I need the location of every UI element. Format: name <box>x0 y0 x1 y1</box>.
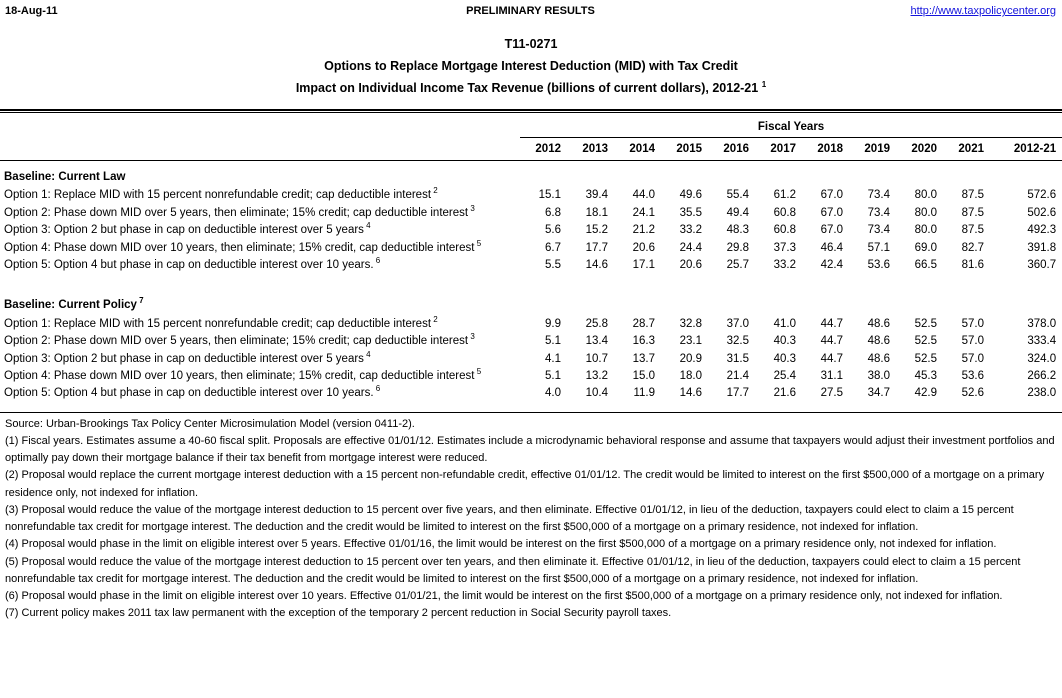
footnote-6: (6) Proposal would phase in the limit on eligible interest over 10 years. Effective 01/01/21, the limit would be interest on the first $500,000 of a mortgage on a primary residence only, not indexed for inflation. <box>5 589 1003 602</box>
year-column-header: 2015 <box>661 138 708 161</box>
value-cell: 80.0 <box>914 189 937 202</box>
option-label-text: Option 1: Replace MID with 15 percent nonrefundable credit; cap deductible interest <box>4 317 432 330</box>
value-cell: 44.7 <box>820 317 843 330</box>
table-number: T11-0271 <box>504 37 558 51</box>
option-row <box>0 333 1062 350</box>
value-cell: 572.6 <box>1027 189 1057 202</box>
value-cell: 33.2 <box>773 259 796 272</box>
value-cell: 73.4 <box>867 189 890 202</box>
option-label <box>0 205 520 222</box>
value-cell: 33.2 <box>679 224 702 237</box>
value-cell: 18.1 <box>585 206 608 219</box>
value-cell: 10.7 <box>585 352 608 365</box>
revenue-table <box>0 113 1062 403</box>
value-cell: 52.5 <box>914 335 937 348</box>
value-cell: 23.1 <box>679 335 702 348</box>
section-header-row <box>0 161 1062 188</box>
option-footnote-ref: 2 <box>431 315 438 325</box>
section-title <box>0 289 1062 315</box>
value-cell: 13.4 <box>585 335 608 348</box>
value-cell: 38.0 <box>867 370 890 383</box>
option-label <box>0 385 520 402</box>
value-cell: 73.4 <box>867 224 890 237</box>
value-cell: 69.0 <box>914 241 937 254</box>
table-body <box>0 161 1062 403</box>
taxpolicycenter-link[interactable]: http://www.taxpolicycenter.org <box>910 5 1056 17</box>
value-cell: 5.1 <box>545 370 561 383</box>
value-cell: 14.6 <box>585 259 608 272</box>
value-cell: 41.0 <box>773 317 796 330</box>
value-cell: 28.7 <box>632 317 655 330</box>
value-cell: 57.1 <box>867 241 890 254</box>
value-cell: 31.1 <box>820 370 843 383</box>
footnote-1: (1) Fiscal years. Estimates assume a 40-60 fiscal split. Proposals are effective 01/01/12. Estimates include a microdynamic behavioral response and assume that taxpayers would adjust their investment portfolios and optimally pay down their mortgage balance if their tax benefit from mortgage interest were reduced. <box>5 435 1055 465</box>
source-note: Source: Urban-Brookings Tax Policy Center Microsimulation Model (version 0411-2). <box>5 417 415 430</box>
value-cell: 48.6 <box>867 335 890 348</box>
option-footnote-ref: 4 <box>363 222 371 231</box>
option-label-text: Option 5: Option 4 but phase in cap on deductible interest over 10 years. <box>4 259 374 272</box>
option-label <box>0 257 520 274</box>
option-label-text: Option 3: Option 2 but phase in cap on deductible interest over 5 years <box>4 224 364 237</box>
value-cell: 29.8 <box>726 241 749 254</box>
value-cell: 53.6 <box>961 370 984 383</box>
value-cell: 57.0 <box>961 352 984 365</box>
value-cell: 16.3 <box>632 335 655 348</box>
value-cell: 46.4 <box>820 241 843 254</box>
value-cell: 266.2 <box>1027 370 1057 383</box>
page-header <box>0 0 1062 17</box>
value-cell: 32.5 <box>726 335 749 348</box>
option-label-text: Option 5: Option 4 but phase in cap on deductible interest over 10 years. <box>4 387 374 400</box>
value-cell: 44.7 <box>820 335 843 348</box>
value-cell: 13.7 <box>632 352 655 365</box>
link-container <box>595 5 1056 17</box>
footnote-5: (5) Proposal would reduce the value of the mortgage interest deduction to 15 percent over ten years, and then eliminate it. Effective 01/01/12, in lieu of the deduction, taxpayers could elect to claim a 15 percent nonrefundable tax credit for mortgage interest. The deduction and the credit would be limited to interest on the first $500,000 of a mortgage on a primary residence, not indexed for inflation. <box>5 555 1021 585</box>
value-cell: 21.4 <box>726 370 749 383</box>
value-cell: 67.0 <box>820 224 843 237</box>
value-cell: 60.8 <box>773 224 796 237</box>
year-column-header: 2017 <box>755 138 802 161</box>
value-cell: 52.6 <box>961 387 984 400</box>
fiscal-years-header: Fiscal Years <box>520 113 1062 138</box>
footnote-7: (7) Current policy makes 2011 tax law permanent with the exception of the temporary 2 percent reduction in Social Security payroll taxes. <box>5 607 672 620</box>
title-block <box>0 37 1062 95</box>
option-label <box>0 187 520 204</box>
value-cell: 17.7 <box>585 241 608 254</box>
value-cell: 35.5 <box>679 206 702 219</box>
value-cell: 25.4 <box>773 370 796 383</box>
value-cell: 378.0 <box>1027 317 1057 330</box>
value-cell: 391.8 <box>1027 241 1057 254</box>
section-header-row <box>0 289 1062 315</box>
option-row <box>0 187 1062 204</box>
value-cell: 20.6 <box>632 241 655 254</box>
value-cell: 80.0 <box>914 206 937 219</box>
value-cell: 67.0 <box>820 206 843 219</box>
value-cell: 87.5 <box>961 206 984 219</box>
value-cell: 31.5 <box>726 352 749 365</box>
value-cell: 238.0 <box>1027 387 1057 400</box>
value-cell: 25.8 <box>585 317 608 330</box>
option-footnote-ref: 2 <box>431 187 438 196</box>
value-cell: 45.3 <box>914 370 937 383</box>
value-cell: 48.6 <box>867 317 890 330</box>
option-row <box>0 368 1062 385</box>
preliminary-results-label: PRELIMINARY RESULTS <box>466 5 595 17</box>
footnote-4: (4) Proposal would phase in the limit on eligible interest over 5 years. Effective 01/01/16, the limit would be interest on the first $500,000 of a mortgage on a primary residence only, not indexed for inflation. <box>5 538 997 551</box>
year-header-row <box>0 138 1062 161</box>
value-cell: 48.3 <box>726 224 749 237</box>
value-cell: 492.3 <box>1027 224 1057 237</box>
option-footnote-ref: 5 <box>474 368 482 377</box>
footnote-2: (2) Proposal would replace the current mortgage interest deduction with a 15 percent non-refundable credit, effective 01/01/12. The credit would be limited to interest on the first $500,000 of a mortgage on a primary residence only, not indexed for inflation. <box>5 469 1045 499</box>
option-footnote-ref: 3 <box>468 333 475 342</box>
year-column-header: 2014 <box>614 138 661 161</box>
option-label-text: Option 4: Phase down MID over 10 years, then eliminate; 15% credit, cap deductible interest <box>4 370 475 383</box>
value-cell: 360.7 <box>1027 259 1057 272</box>
year-column-header: 2013 <box>567 138 614 161</box>
value-cell: 20.9 <box>679 352 702 365</box>
footnote-ref-1: 1 <box>761 79 767 89</box>
value-cell: 502.6 <box>1027 206 1057 219</box>
value-cell: 15.2 <box>585 224 608 237</box>
value-cell: 34.7 <box>867 387 890 400</box>
value-cell: 6.7 <box>545 241 561 254</box>
group-header-row <box>0 113 1062 138</box>
option-label-text: Option 2: Phase down MID over 5 years, then eliminate; 15% credit; cap deductible interest <box>4 206 469 219</box>
value-cell: 5.5 <box>545 259 561 272</box>
option-label-text: Option 4: Phase down MID over 10 years, then eliminate; 15% credit, cap deductible interest <box>4 241 475 254</box>
value-cell: 15.0 <box>632 370 655 383</box>
year-column-header: 2021 <box>943 138 990 161</box>
value-cell: 52.5 <box>914 352 937 365</box>
value-cell: 81.6 <box>961 259 984 272</box>
option-row <box>0 205 1062 222</box>
option-row <box>0 316 1062 333</box>
value-cell: 4.0 <box>545 387 561 400</box>
value-cell: 55.4 <box>726 189 749 202</box>
value-cell: 57.0 <box>961 335 984 348</box>
year-column-header: 2018 <box>802 138 849 161</box>
value-cell: 49.4 <box>726 206 749 219</box>
section-title <box>0 161 1062 188</box>
section-spacer-row <box>0 274 1062 289</box>
value-cell: 25.7 <box>726 259 749 272</box>
value-cell: 44.0 <box>632 189 655 202</box>
section-title-text: Baseline: Current Law <box>4 171 126 183</box>
value-cell: 82.7 <box>961 241 984 254</box>
empty-label-header-cell <box>0 138 520 161</box>
footnote-3: (3) Proposal would reduce the value of the mortgage interest deduction to 15 percent over five years, and then eliminate. Effective 01/01/12, in lieu of the deduction, taxpayers could elect to claim a 15 percent nonrefundable tax credit for mortgage interest. The deduction and the credit would be limited to interest on the first $500,000 of a mortgage on a primary residence, not indexed for inflation. <box>5 503 1014 534</box>
option-row <box>0 257 1062 274</box>
value-cell: 87.5 <box>961 224 984 237</box>
option-footnote-ref: 5 <box>474 239 482 248</box>
value-cell: 24.4 <box>679 241 702 254</box>
value-cell: 80.0 <box>914 224 937 237</box>
year-column-header: 2016 <box>708 138 755 161</box>
section-title-text: Baseline: Current Policy <box>4 299 137 312</box>
value-cell: 27.5 <box>820 387 843 400</box>
value-cell: 17.7 <box>726 387 749 400</box>
value-cell: 66.5 <box>914 259 937 272</box>
value-cell: 10.4 <box>585 387 608 400</box>
report-date: 18-Aug-11 <box>5 5 58 17</box>
value-cell: 13.2 <box>585 370 608 383</box>
value-cell: 21.2 <box>632 224 655 237</box>
option-label-text: Option 3: Option 2 but phase in cap on deductible interest over 5 years <box>4 352 364 365</box>
year-column-header: 2019 <box>849 138 896 161</box>
option-label <box>0 333 520 350</box>
value-cell: 40.3 <box>773 352 796 365</box>
value-cell: 44.7 <box>820 352 843 365</box>
value-cell: 6.8 <box>545 206 561 219</box>
option-row <box>0 240 1062 257</box>
value-cell: 60.8 <box>773 206 796 219</box>
report-subtitle <box>0 81 1062 95</box>
option-row <box>0 222 1062 239</box>
value-cell: 18.0 <box>679 370 702 383</box>
value-cell: 14.6 <box>679 387 702 400</box>
value-cell: 20.6 <box>679 259 702 272</box>
option-label-text: Option 1: Replace MID with 15 percent nonrefundable credit; cap deductible interest <box>4 189 432 202</box>
option-label <box>0 351 520 368</box>
value-cell: 61.2 <box>773 189 796 202</box>
option-row <box>0 351 1062 368</box>
value-cell: 87.5 <box>961 189 984 202</box>
report-subtitle-text: Impact on Individual Income Tax Revenue (billions of current dollars), 2012-21 <box>295 81 759 95</box>
section-footnote-ref: 7 <box>136 296 144 306</box>
value-cell: 21.6 <box>773 387 796 400</box>
value-cell: 5.1 <box>545 335 561 348</box>
value-cell: 53.6 <box>867 259 890 272</box>
option-label <box>0 240 520 257</box>
value-cell: 40.3 <box>773 335 796 348</box>
report-title: Options to Replace Mortgage Interest Deduction (MID) with Tax Credit <box>324 59 738 73</box>
value-cell: 4.1 <box>545 352 561 365</box>
value-cell: 32.8 <box>679 317 702 330</box>
value-cell: 15.1 <box>538 189 561 202</box>
option-label <box>0 316 520 333</box>
value-cell: 42.4 <box>820 259 843 272</box>
option-row <box>0 385 1062 402</box>
option-footnote-ref: 4 <box>363 350 371 359</box>
footnotes-block <box>0 413 1062 622</box>
year-column-header: 2012-21 <box>990 138 1062 161</box>
value-cell: 17.1 <box>632 259 655 272</box>
option-label <box>0 222 520 239</box>
option-label-text: Option 2: Phase down MID over 5 years, then eliminate; 15% credit; cap deductible interest <box>4 335 469 348</box>
option-footnote-ref: 3 <box>468 204 475 213</box>
value-cell: 49.6 <box>679 189 702 202</box>
option-footnote-ref: 6 <box>373 257 381 266</box>
value-cell: 9.9 <box>545 317 561 330</box>
value-cell: 333.4 <box>1027 335 1057 348</box>
value-cell: 11.9 <box>633 387 655 400</box>
value-cell: 37.0 <box>726 317 749 330</box>
option-footnote-ref: 6 <box>373 385 381 394</box>
year-column-header: 2020 <box>896 138 943 161</box>
value-cell: 42.9 <box>914 387 937 400</box>
value-cell: 52.5 <box>914 317 937 330</box>
value-cell: 37.3 <box>773 241 796 254</box>
value-cell: 324.0 <box>1027 352 1057 365</box>
option-label <box>0 368 520 385</box>
year-column-header: 2012 <box>520 138 567 161</box>
value-cell: 57.0 <box>961 317 984 330</box>
value-cell: 73.4 <box>867 206 890 219</box>
value-cell: 48.6 <box>867 352 890 365</box>
value-cell: 5.6 <box>545 224 561 237</box>
value-cell: 39.4 <box>585 189 608 202</box>
value-cell: 24.1 <box>632 206 655 219</box>
value-cell: 67.0 <box>820 189 843 202</box>
empty-corner-cell <box>0 113 520 138</box>
spacer-cell <box>0 274 1062 289</box>
